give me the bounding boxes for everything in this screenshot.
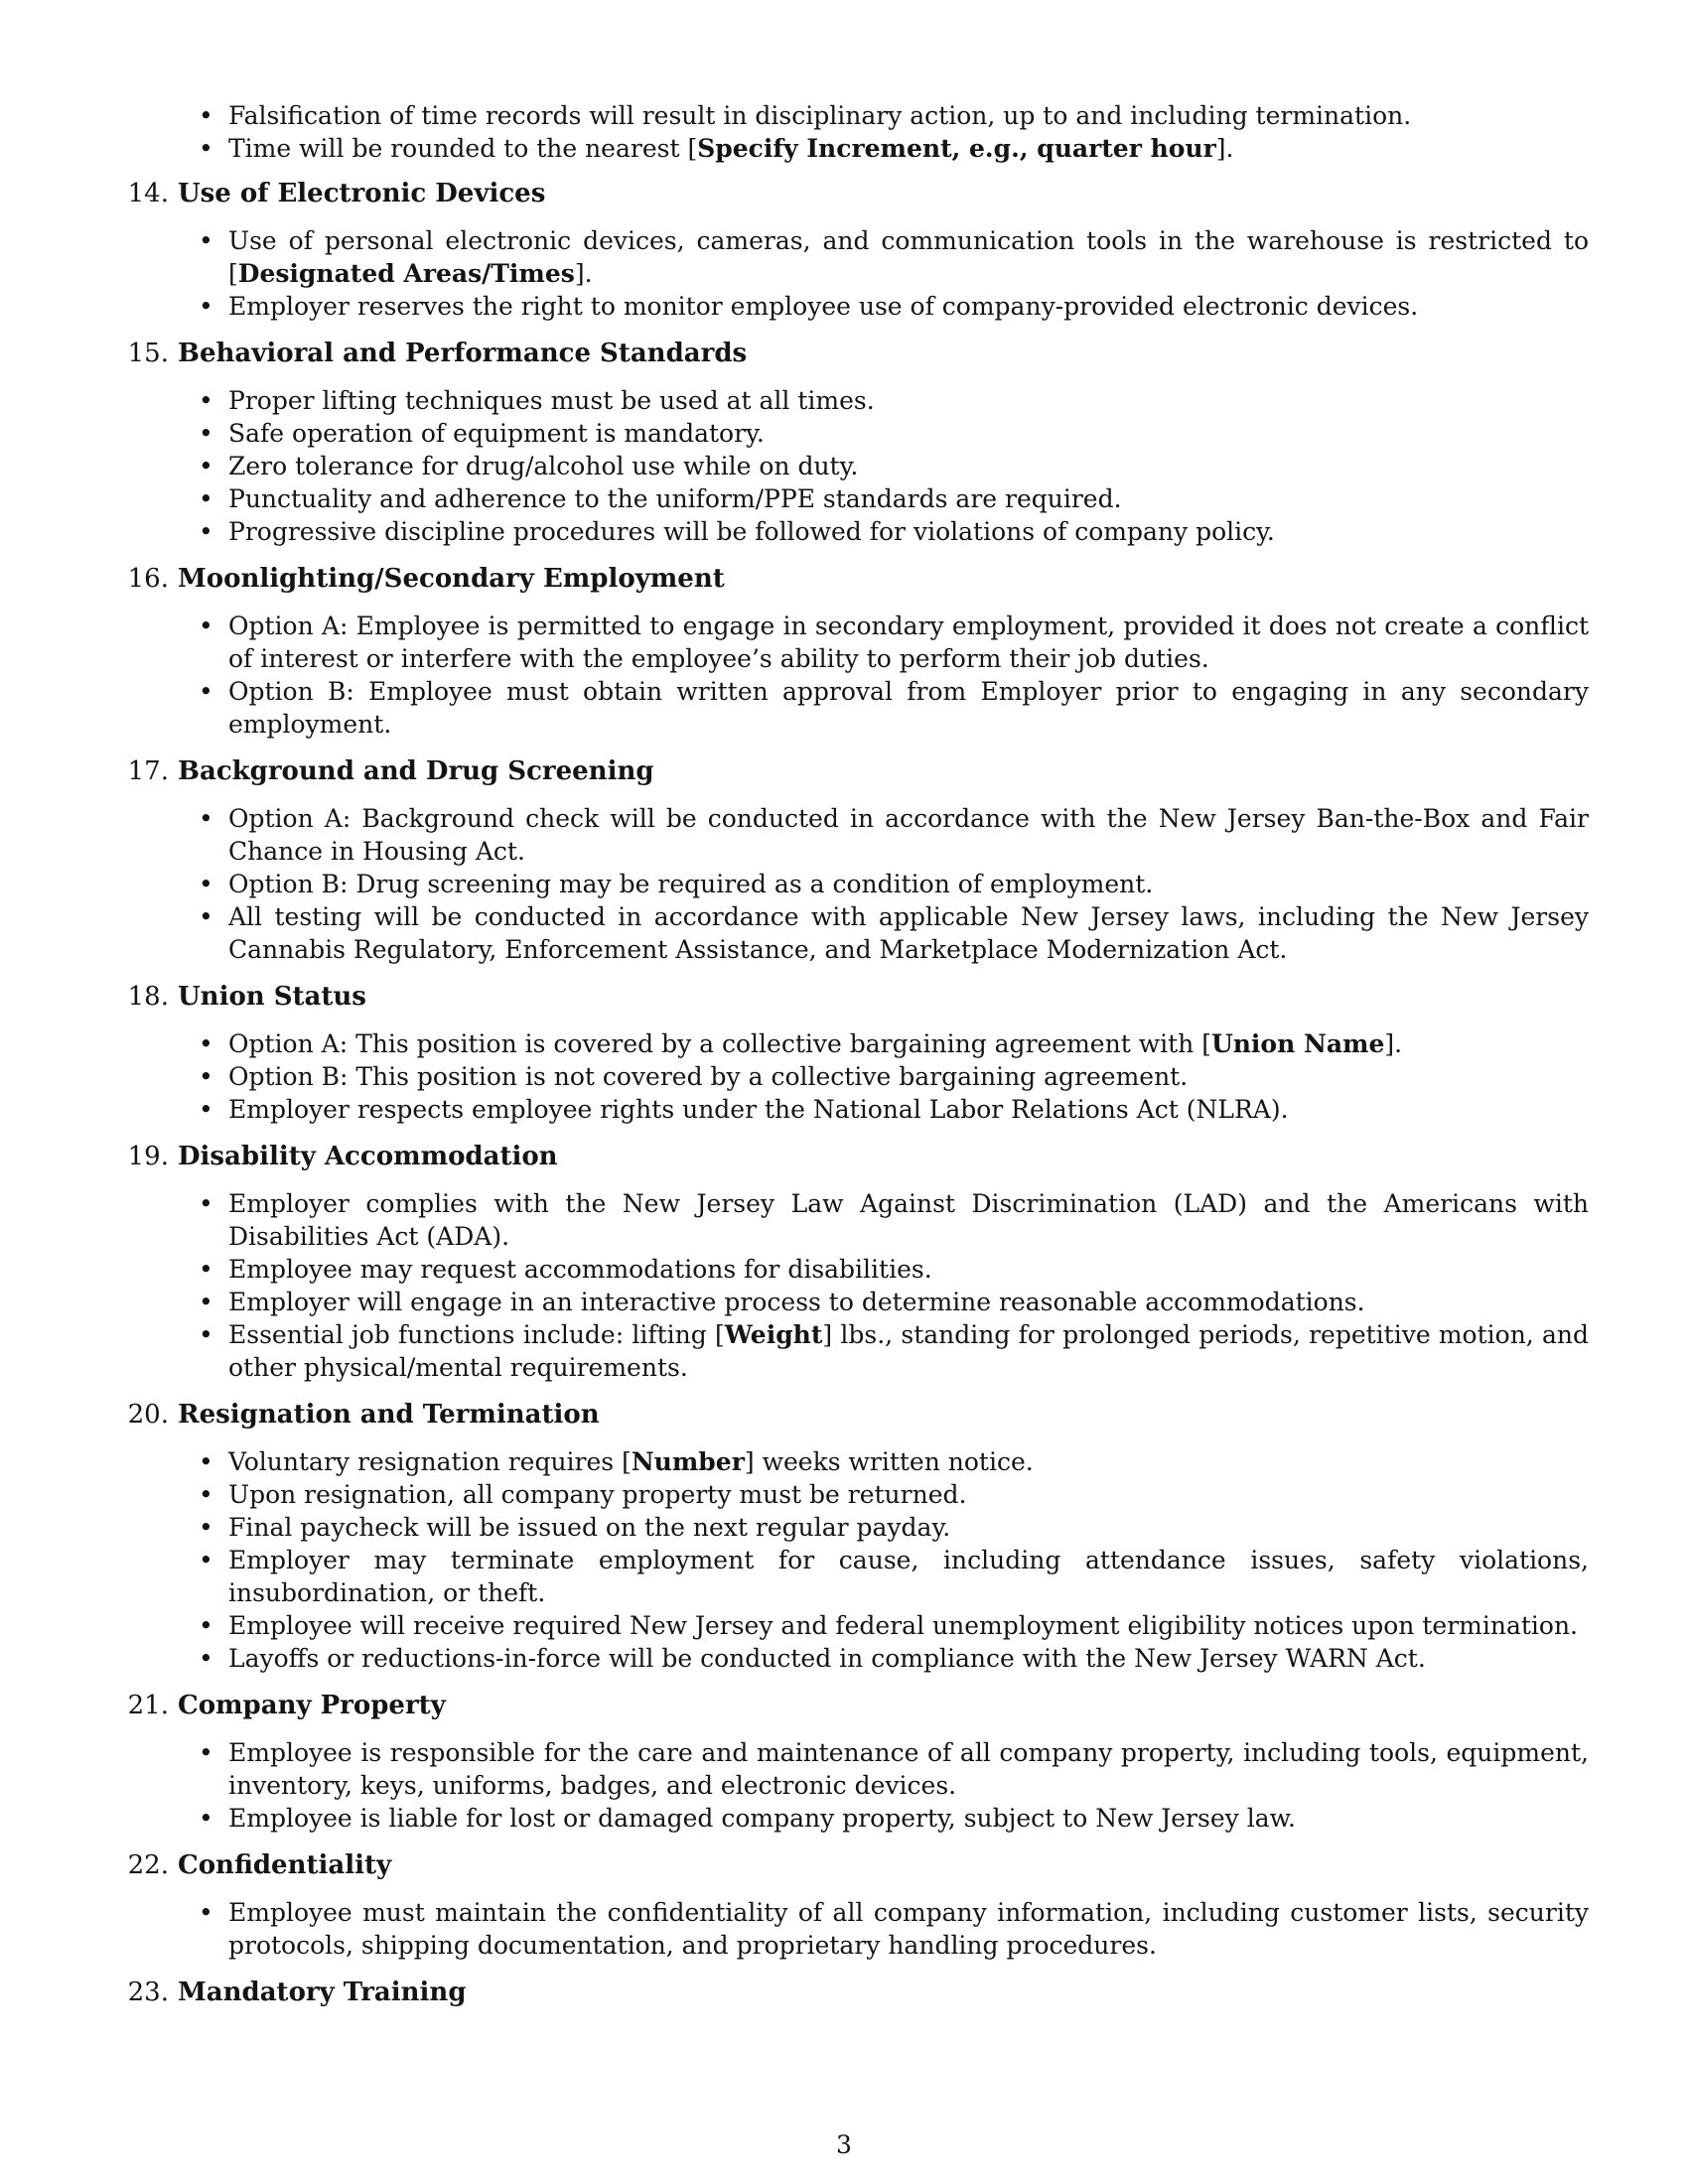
bullet-item: [199, 290, 1589, 323]
bullet-text: Employee must maintain the confidentiality of all company information, including customer lists, security protocols, shipping documentation, and proprietary handling procedures.: [228, 1898, 1589, 1960]
bullet-text: Final paycheck will be issued on the next regular payday.: [228, 1513, 951, 1542]
bullet-text: Option B: This position is not covered by a collective bargaining agreement.: [228, 1062, 1189, 1091]
bullet-item: [199, 515, 1589, 548]
bullet-text: Progressive discipline procedures will be followed for violations of company policy.: [228, 517, 1275, 546]
section-title: Union Status: [178, 982, 366, 1012]
section: [109, 1976, 1589, 2009]
section-bullet-list: [199, 224, 1589, 323]
bullet-text: Employee may request accommodations for disabilities.: [228, 1255, 932, 1284]
bullet-item: [199, 1060, 1589, 1093]
bullet-text: Zero tolerance for drug/alcohol use while on duty.: [228, 452, 859, 480]
section-heading: [109, 562, 1589, 596]
section-bullet-list: [199, 802, 1589, 966]
bullet-text: Employer reserves the right to monitor employee use of company-provided electronic devices.: [228, 292, 1419, 321]
bullet-item: [199, 224, 1589, 290]
bullet-item: [199, 450, 1589, 482]
continued-bullet-list: [199, 99, 1589, 165]
bullet-text: Upon resignation, all company property must be returned.: [228, 1480, 967, 1509]
bullet-item: [199, 868, 1589, 900]
section-bullet-list: [199, 610, 1589, 741]
bullet-item: [199, 99, 1589, 132]
bullet-item: [199, 1318, 1589, 1384]
bullet-item: [199, 132, 1589, 165]
bullet-text: Layoffs or reductions-in-force will be conducted in compliance with the New Jersey WARN Act.: [228, 1644, 1426, 1673]
section-number: 18.: [127, 982, 169, 1012]
section: [109, 562, 1589, 741]
section-number: 20.: [127, 1400, 169, 1430]
bullet-text: Employer respects employee rights under the National Labor Relations Act (NLRA).: [228, 1095, 1289, 1124]
bullet-text: Essential job functions include: lifting [: [228, 1320, 725, 1349]
section: [109, 177, 1589, 323]
section: [109, 980, 1589, 1126]
bullet-item: [199, 1736, 1589, 1802]
bullet-item: [199, 1896, 1589, 1962]
section-heading: [109, 1689, 1589, 1722]
bullet-item: [199, 417, 1589, 450]
bullet-text: Proper lifting techniques must be used at all times.: [228, 386, 875, 415]
bullet-item: [199, 384, 1589, 417]
section-title: Background and Drug Screening: [178, 756, 654, 786]
section: [109, 1848, 1589, 1962]
section-bullet-list: [199, 1896, 1589, 1962]
section-heading: [109, 177, 1589, 210]
bullet-text: Option B: Drug screening may be required as a condition of employment.: [228, 870, 1154, 898]
bullet-text: Employee is liable for lost or damaged company property, subject to New Jersey law.: [228, 1804, 1296, 1833]
bullet-item: [199, 1093, 1589, 1126]
placeholder-field: Weight: [724, 1320, 823, 1349]
bullet-item: [199, 610, 1589, 675]
section-title: Mandatory Training: [178, 1978, 467, 2007]
section-number: 15.: [127, 339, 169, 368]
bullet-text: Punctuality and adherence to the uniform/PPE standards are required.: [228, 484, 1122, 513]
bullet-text: Time will be rounded to the nearest [: [228, 134, 698, 163]
bullet-item: [199, 675, 1589, 741]
bullet-text-tail: ] lbs., standing for prolonged periods, repetitive motion, and other physical/mental requirements.: [228, 1320, 1589, 1382]
section-title: Moonlighting/Secondary Employment: [178, 564, 725, 594]
section-heading: [109, 1140, 1589, 1173]
section-bullet-list: [199, 1445, 1589, 1675]
section-heading: [109, 1848, 1589, 1882]
bullet-text-tail: ].: [1384, 1029, 1403, 1058]
bullet-item: [199, 1802, 1589, 1835]
section-number: 21.: [127, 1691, 169, 1720]
section-heading: [109, 980, 1589, 1014]
section-bullet-list: [199, 1187, 1589, 1384]
section-title: Company Property: [178, 1691, 446, 1720]
bullet-text: Employer may terminate employment for cause, including attendance issues, safety violations, insubordination, or theft.: [228, 1546, 1589, 1607]
placeholder-field: Union Name: [1210, 1029, 1385, 1058]
section-heading: [109, 1976, 1589, 2009]
section-number: 16.: [127, 564, 169, 594]
bullet-text-tail: ].: [574, 259, 593, 288]
section-bullet-list: [199, 1736, 1589, 1835]
bullet-item: [199, 1511, 1589, 1544]
section-title: Use of Electronic Devices: [178, 179, 546, 208]
bullet-item: [199, 1187, 1589, 1253]
bullet-text-tail: ].: [1215, 134, 1234, 163]
section-title: Behavioral and Performance Standards: [178, 339, 748, 368]
bullet-text: Employer complies with the New Jersey Law Against Discrimination (LAD) and the Americans with Disabilities Act (ADA).: [228, 1189, 1589, 1251]
section-number: 22.: [127, 1850, 169, 1880]
placeholder-field: Designated Areas/Times: [237, 259, 575, 288]
section-heading: [109, 1398, 1589, 1432]
section-heading: [109, 754, 1589, 788]
section-heading: [109, 337, 1589, 370]
bullet-text: Option A: This position is covered by a collective bargaining agreement with [: [228, 1029, 1211, 1058]
bullet-text: Option A: Employee is permitted to engage in secondary employment, provided it does not create a conflict of interest or interfere with the employee’s ability to perform their job duties.: [228, 612, 1589, 673]
bullet-item: [199, 1286, 1589, 1318]
bullet-text: Option B: Employee must obtain written approval from Employer prior to engaging in any secondary employment.: [228, 677, 1589, 739]
section: [109, 1140, 1589, 1384]
placeholder-field: Specify Increment, e.g., quarter hour: [697, 134, 1216, 163]
bullet-text-tail: ] weeks written notice.: [744, 1447, 1034, 1476]
section-title: Confidentiality: [178, 1850, 392, 1880]
section-number: 19.: [127, 1142, 169, 1171]
bullet-text: Employee will receive required New Jersey and federal unemployment eligibility notices upon termination.: [228, 1611, 1578, 1640]
bullet-text: Use of personal electronic devices, cameras, and communication tools in the warehouse is restricted to [: [228, 226, 1589, 288]
section-bullet-list: [199, 384, 1589, 548]
bullet-text: Falsification of time records will result in disciplinary action, up to and including termination.: [228, 101, 1412, 130]
bullet-text: Employee is responsible for the care and maintenance of all company property, including tools, equipment, inventory, keys, uniforms, badges, and electronic devices.: [228, 1738, 1589, 1800]
bullet-item: [199, 1642, 1589, 1675]
section-list: [109, 177, 1589, 2023]
bullet-text: Voluntary resignation requires [: [228, 1447, 632, 1476]
section-title: Disability Accommodation: [178, 1142, 558, 1171]
bullet-item: [199, 1445, 1589, 1478]
bullet-item: [199, 1478, 1589, 1511]
section-number: 14.: [127, 179, 169, 208]
section: [109, 754, 1589, 966]
section: [109, 1689, 1589, 1835]
bullet-item: [199, 1253, 1589, 1286]
section-number: 23.: [127, 1978, 169, 2007]
bullet-text: Option A: Background check will be conducted in accordance with the New Jersey Ban-the-Box and Fair Chance in Housing Act.: [228, 804, 1589, 866]
section-number: 17.: [127, 756, 169, 786]
bullet-text: Safe operation of equipment is mandatory.: [228, 419, 765, 448]
bullet-item: [199, 802, 1589, 868]
section-title: Resignation and Termination: [178, 1400, 600, 1430]
bullet-text: All testing will be conducted in accordance with applicable New Jersey laws, including the New Jersey Cannabis Regulatory, Enforcement Assistance, and Marketplace Modernization Act.: [228, 902, 1589, 964]
bullet-text: Employer will engage in an interactive process to determine reasonable accommodations.: [228, 1288, 1365, 1316]
bullet-item: [199, 1544, 1589, 1609]
bullet-item: [199, 482, 1589, 515]
page-number: 3: [836, 2130, 852, 2159]
bullet-item: [199, 900, 1589, 966]
bullet-item: [199, 1609, 1589, 1642]
placeholder-field: Number: [631, 1447, 745, 1476]
section: [109, 337, 1589, 548]
section: [109, 1398, 1589, 1675]
section-bullet-list: [199, 1027, 1589, 1126]
bullet-item: [199, 1027, 1589, 1060]
